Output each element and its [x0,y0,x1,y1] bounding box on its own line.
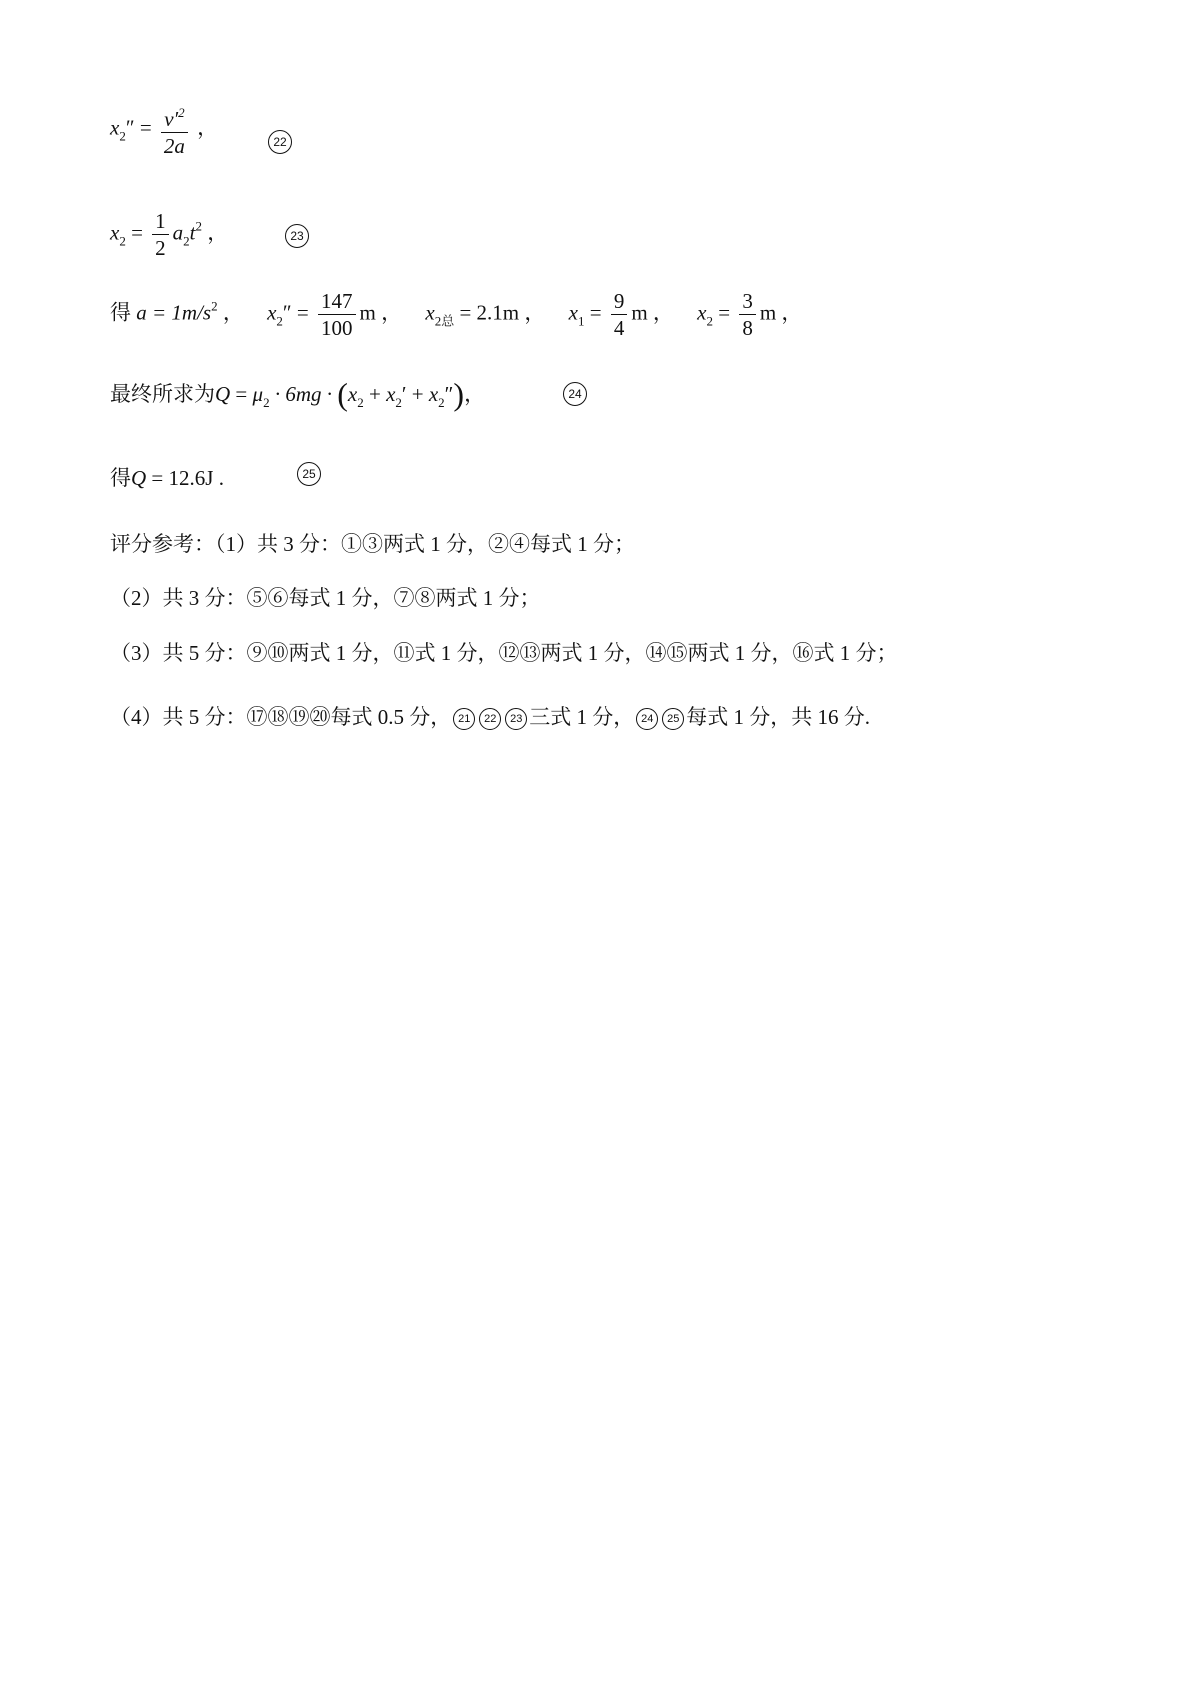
eq25-prefix: 得 [110,466,131,490]
equals: = [139,115,152,140]
numerator: 9 [611,288,628,315]
subscript: 2 [395,395,402,410]
var-t: t [189,220,196,245]
prime: ″ [282,300,292,325]
denominator: 4 [613,316,625,340]
subscript: 2 [706,313,713,329]
fraction [161,100,188,159]
subscript: 1 [577,313,585,329]
denominator: 2a [163,134,185,158]
mark-23: 23 [505,708,527,730]
subscript: 2 [183,233,190,249]
eq24-prefix: 最终所求为 [110,382,215,406]
var-x: x [347,382,358,406]
unit: m ， [359,300,403,325]
grading-4-part-b: 三式 1 分， [529,705,635,729]
var-x: x [386,382,396,406]
fraction [152,208,169,261]
comma: ， [464,382,486,406]
unit: m ， [631,300,674,325]
subscript: 2 [119,233,126,249]
mark-21: 21 [453,708,475,730]
results-line: 得 $a = 1m/s^2$ ， $x_2''$ = $\frac{147}{100}$ m ， $x_{2总} = 2.1m$ ， $x_1$ = $\frac{9}{4}$ m ， $x_2$ = $\frac{3}{8}$ m ， [110,289,803,340]
unit: m ， [759,300,803,325]
comma: ， [207,220,229,245]
grading-line-1: 评分参考：（1）共 3 分：①③两式 1 分，②④每式 1 分； [110,532,635,556]
subscript: 2 [357,395,364,410]
prime: ″ [125,115,135,140]
denominator: 8 [742,316,753,340]
plus: + [368,382,381,406]
mark-22: 22 [479,708,501,730]
var-x: x [428,382,439,406]
numerator [161,100,188,133]
var-q: Q [131,466,147,490]
var-mu: μ [252,382,264,406]
grading-line-2: （2）共 3 分：⑤⑥每式 1 分，⑦⑧两式 1 分； [110,586,541,610]
var-x: x [110,220,120,245]
grading-line-3: （3）共 5 分：⑨⑩两式 1 分，⑪式 1 分，⑫⑬两式 1 分，⑭⑮两式 1 分，⑯式 1 分； [110,641,898,665]
total-result: = 2.1m ， [459,300,546,325]
equation-25 [110,462,224,492]
final-result: = 12.6J . [151,466,224,490]
prime: ′ [401,382,407,406]
superscript: 2 [211,298,218,314]
equation-number-22: 22 [268,130,292,154]
subscript: 2 [438,395,445,410]
subscript: 2总 [434,313,455,329]
equation-23 [110,208,228,261]
var-x: x [267,300,277,325]
var-q: Q [215,382,231,406]
result-prefix: 得 [110,300,131,325]
superscript: 2 [178,105,185,120]
fraction-147-100 [318,288,356,341]
mid-expr: · 6mg · [274,382,332,406]
mark-24: 24 [636,708,658,730]
var-x: x [425,300,435,325]
var-x: x [697,300,707,325]
subscript: 2 [276,313,283,329]
denominator: 2 [155,236,166,260]
var-x: x [110,115,120,140]
grading-4-part-a: （4）共 5 分：⑰⑱⑲⑳每式 0.5 分， [110,705,452,729]
equation-number-25: 25 [297,462,321,486]
denominator: 100 [321,316,353,340]
grading-4-part-c: 每式 1 分，共 16 分. [686,705,870,729]
equation-number-24: 24 [563,382,587,406]
var-a: a [172,220,184,245]
numerator: 3 [739,288,756,315]
grading-line-4 [110,701,870,731]
accel-result: a = 1m/s [136,300,212,325]
equation-number-23: 23 [285,224,309,248]
mark-25: 25 [662,708,684,730]
subscript: 2 [119,128,126,144]
plus: + [411,382,424,406]
fraction-9-4 [611,288,628,341]
numerator-text: v′ [164,107,179,131]
equals: = [131,220,143,245]
equation-22 [110,100,218,159]
fraction-3-8 [739,288,756,341]
numerator: 147 [318,288,356,315]
comma: ， [197,115,219,140]
superscript: 2 [195,218,203,234]
subscript: 2 [263,395,270,410]
equals: = [235,382,248,406]
numerator: 1 [152,208,169,235]
equation-24: 最终所求为$Q = \mu_2 \cdot 6mg \cdot (x_2 + x_2' + x_2'')$， [110,376,486,412]
prime: ″ [444,382,454,406]
var-x: x [568,300,578,325]
